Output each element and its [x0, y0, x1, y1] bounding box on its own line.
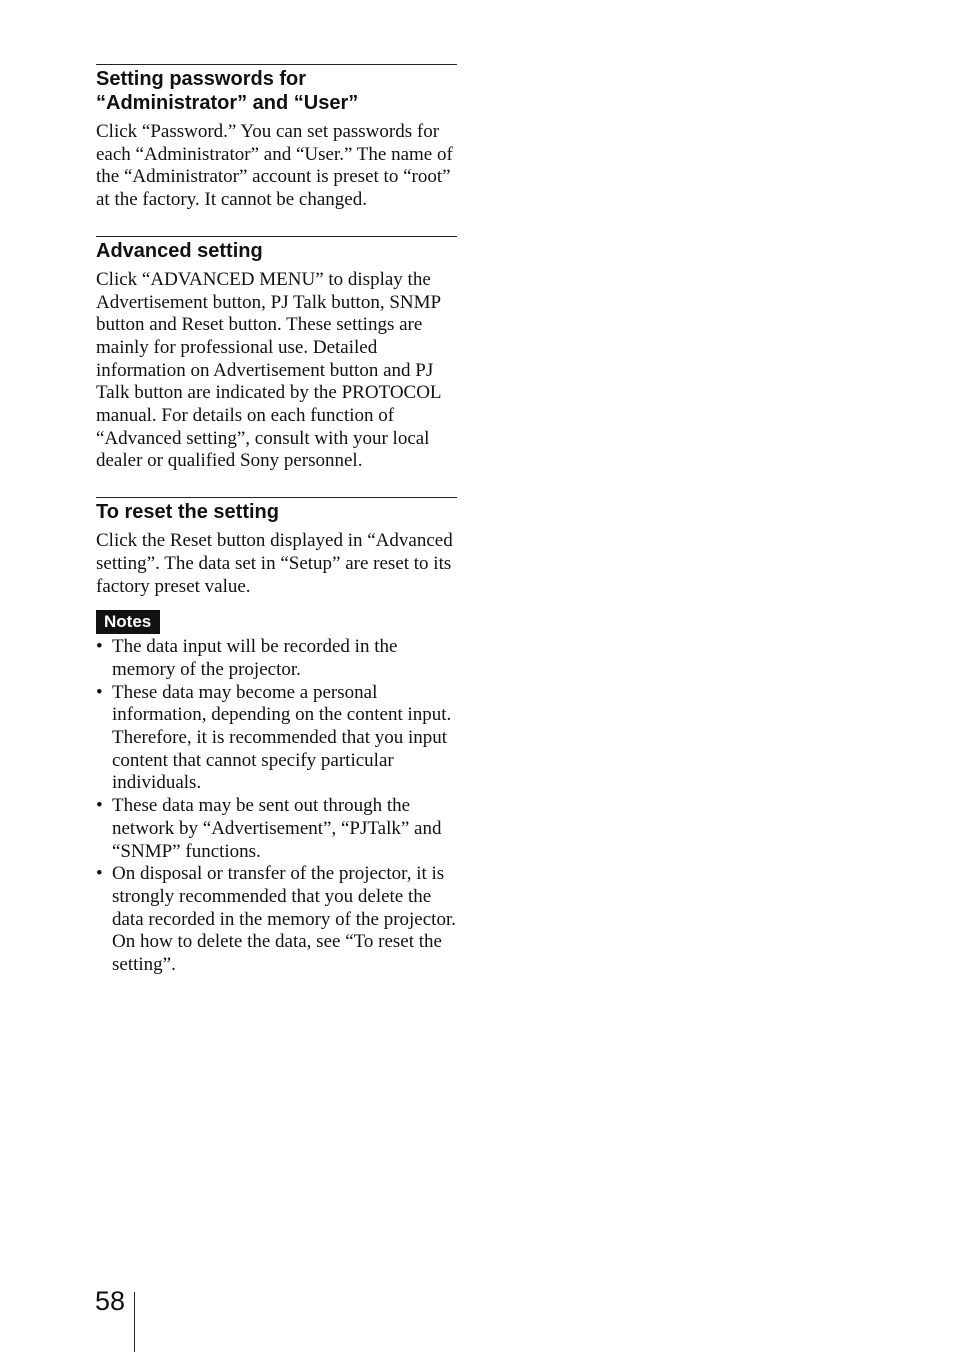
notes-list: [96, 636, 457, 977]
note-item: [96, 636, 457, 681]
notes-label: Notes: [96, 610, 160, 634]
note-text: On disposal or transfer of the projector, it is strongly recommended that you delete the data recorded in the memory of the projector. On how to delete the data, see “To reset the setting”.: [112, 863, 456, 976]
section-body-passwords: Click “Password.” You can set passwords for each “Administrator” and “User.” The name of the “Administrator” account is preset to “root” at the factory. It cannot be changed.: [96, 121, 453, 211]
bullet-icon: •: [96, 681, 103, 703]
note-item: [96, 682, 457, 796]
section-body-advanced-setting: Click “ADVANCED MENU” to display the Advertisement button, PJ Talk button, SNMP button and Reset button. These settings are mainly for professional use. Detailed information on Advertisement button and PJ Talk button are indicated by the PROTOCOL manual. For details on each function of “Advanced setting”, consult with your local dealer or qualified Sony personnel.: [96, 268, 441, 472]
section-heading-reset-setting: To reset the setting: [96, 501, 279, 524]
note-text: The data input will be recorded in the memory of the projector.: [112, 636, 398, 680]
section-heading-passwords: Setting passwords for “Administrator” and “User”: [96, 68, 359, 114]
page-number: 58: [95, 1286, 126, 1316]
note-text: These data may be sent out through the network by “Advertisement”, “PJTalk” and “SNMP” functions.: [112, 795, 442, 862]
note-item: [96, 863, 457, 977]
bullet-icon: •: [96, 795, 103, 817]
note-item: [96, 795, 457, 863]
section-body-reset-setting: Click the Reset button displayed in “Advanced setting”. The data set in “Setup” are reset to its factory preset value.: [96, 530, 453, 597]
main-column: [96, 64, 457, 977]
section-heading-advanced-setting: Advanced setting: [96, 239, 263, 262]
section-passwords: [96, 64, 457, 212]
section-reset-setting: [96, 497, 457, 977]
note-text: These data may become a personal information, depending on the content input. Therefore, it is recommended that you input content that cannot specify particular individuals.: [112, 681, 452, 794]
section-advanced-setting: [96, 236, 457, 473]
page-number-divider: [134, 1292, 135, 1352]
bullet-icon: •: [96, 636, 103, 658]
bullet-icon: •: [96, 863, 103, 885]
